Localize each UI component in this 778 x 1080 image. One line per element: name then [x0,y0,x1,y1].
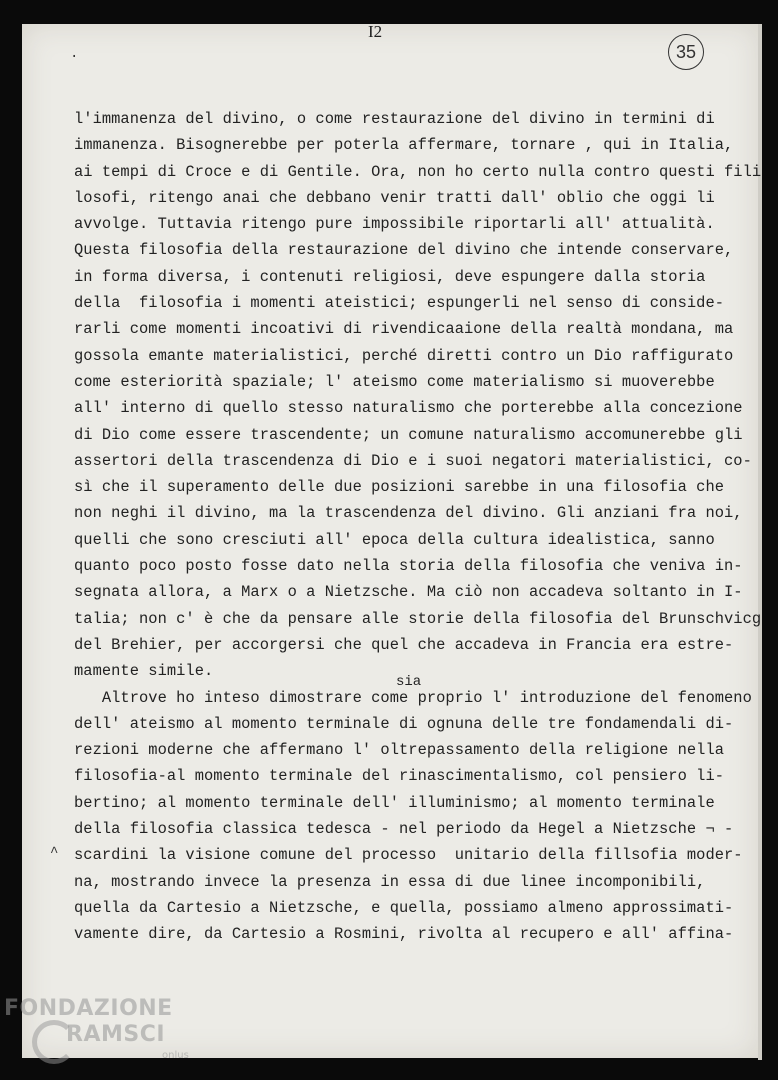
watermark-line-1: FONDAZIONE [4,996,173,1021]
text-line: della filosofia classica tedesca - nel periodo da Hegel a Nietzsche ¬ - [74,820,734,839]
text-line: scardini la visione comune del processo unitario della fillsofia moder- [74,846,743,865]
text-line: di Dio come essere trascendente; un comune naturalismo accomunerebbe gli [74,425,743,444]
page-number: I2 [368,22,383,41]
text-line: filosofia-al momento terminale del rinascimentalismo, col pensiero li- [74,767,725,786]
text-line: bertino; al momento terminale dell' illuminismo; al momento terminale [74,793,715,812]
text-line: quanto poco posto fosse dato nella storia della filosofia che veniva in- [74,557,743,576]
document-body [74,106,764,948]
text-line: ai tempi di Croce e di Gentile. Ora, non ho certo nulla contro questi fili [74,162,762,181]
text-line: dell' ateismo al momento terminale di ognuna delle tre fondamendali di- [74,714,734,733]
text-line: talia; non c' è che da pensare alle storie della filosofia del Brunschvicg [74,609,762,628]
text-line: mamente simile. [74,662,214,681]
text-line: quella da Cartesio a Nietzsche, e quella, possiamo almeno approssimati- [74,898,734,917]
text-line: segnata allora, a Marx o a Nietzsche. Ma ciò non accadeva soltanto in I- [74,583,743,602]
text-line: losofi, ritengo anai che debbano venir tratti dall' oblio che oggi li [74,188,715,207]
watermark-suffix: onlus [162,1050,189,1061]
text-line: non neghi il divino, ma la trascendenza del divino. Gli anziani fra noi, [74,504,743,523]
interlinear-insert: sia [396,674,422,690]
paragraph-1 [74,106,764,685]
archive-stamp-number: 35 [668,34,704,70]
text-line: Altrove ho inteso dimostrare come proprio l' introduzione del fenomeno [74,688,752,707]
text-line: immanenza. Bisognerebbe per poterla affermare, tornare , qui in Italia, [74,136,734,155]
text-line: assertori della trascendenza di Dio e i suoi negatori materialistici, co- [74,451,752,470]
text-line: rarli come momenti incoativi di rivendicaaione della realtà mondana, ma [74,320,734,339]
text-line: sì che il superamento delle due posizioni sarebbe in una filosofia che [74,478,725,497]
text-line: rezioni moderne che affermano l' oltrepassamento della religione nella [74,741,725,760]
text-line: quelli che sono cresciuti all' epoca della cultura idealistica, sanno [74,530,715,549]
text-line: vamente dire, da Cartesio a Rosmini, rivolta al recupero e all' affina- [74,925,734,944]
text-line: avvolge. Tuttavia ritengo pure impossibile riportarli all' attualità. [74,215,715,234]
text-line: Questa filosofia della restaurazione del divino che intende conservare, [74,241,734,260]
text-line: in forma diversa, i contenuti religiosi, deve espungere dalla storia [74,267,706,286]
margin-mark: ^ [50,845,59,861]
fondazione-gramsci-watermark [4,992,204,1072]
paragraph-2 [74,685,764,948]
text-line: all' interno di quello stesso naturalismo che porterebbe alla concezione [74,399,743,418]
text-line: del Brehier, per accorgersi che quel che accadeva in Francia era estre- [74,635,734,654]
text-line: come esteriorità spaziale; l' ateismo come materialismo si muoverebbe [74,372,715,391]
text-line: gossola emante materialistici, perché diretti contro un Dio raffigurato [74,346,734,365]
text-line: na, mostrando invece la presenza in essa di due linee incomponibili, [74,872,706,891]
top-dot: . [70,46,79,62]
text-line: della filosofia i momenti ateistici; espungerli nel senso di conside- [74,294,725,313]
text-line: l'immanenza del divino, o come restaurazione del divino in termini di [74,110,715,128]
watermark-line-2: RAMSCI [66,1022,166,1047]
